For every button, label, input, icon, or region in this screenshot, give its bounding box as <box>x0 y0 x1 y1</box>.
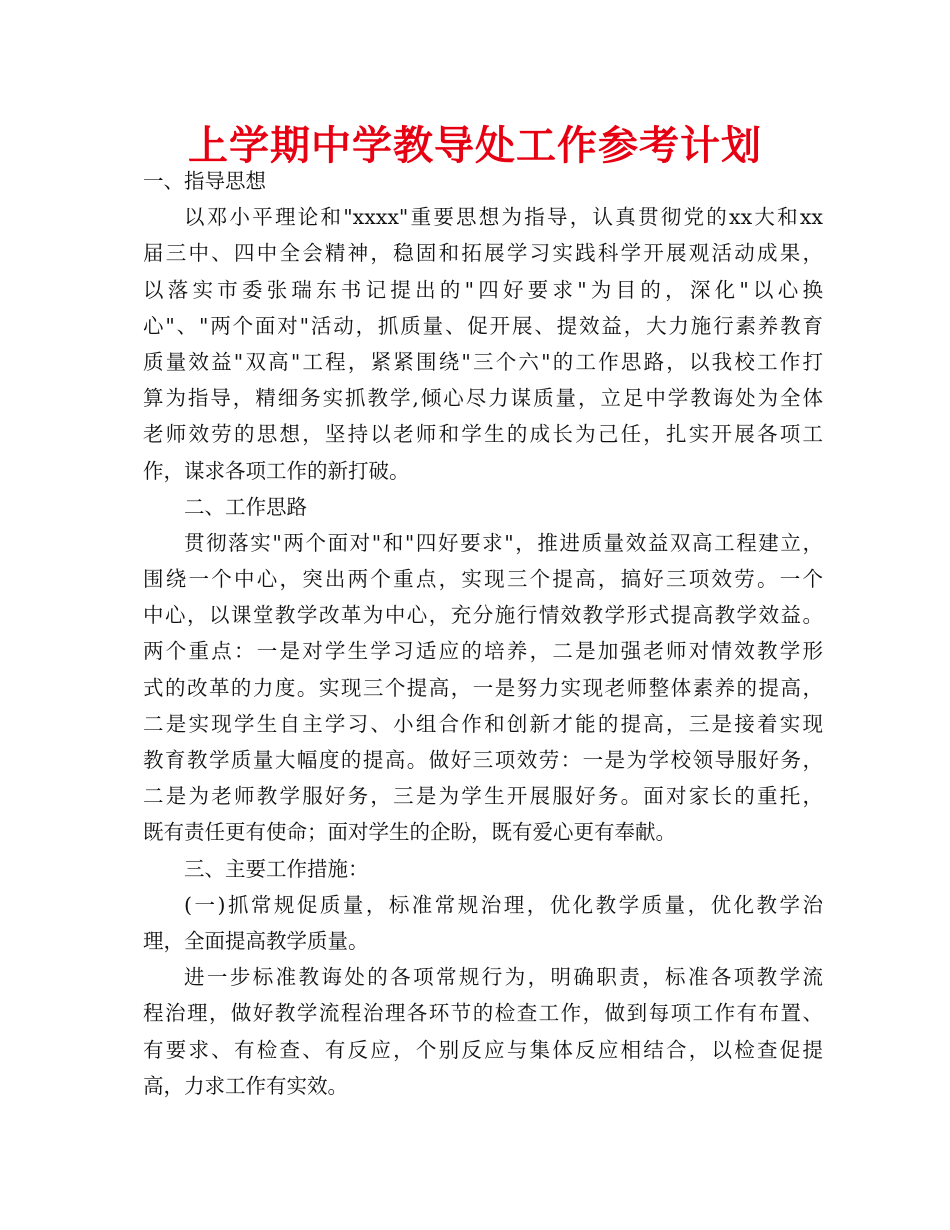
text-line: 质量效益"双高"工程，紧紧围绕"三个六"的工作思路，以我校工作打 <box>143 349 823 374</box>
text-line: 以落实市委张瑞东书记提出的"四好要求"为目的，深化"以心换 <box>143 277 823 302</box>
document-body <box>143 163 823 1104</box>
text-line: 算为指导，精细务实抓教学,倾心尽力谋质量，立足中学教诲处为全体 <box>143 386 823 411</box>
text-line: 二是为老师教学服好务，三是为学生开展服好务。面对家长的重托， <box>143 784 823 809</box>
text-line: 届三中、四中全会精神，稳固和拓展学习实践科学开展观活动成果， <box>143 241 823 266</box>
text-line: 围绕一个中心，突出两个重点，实现三个提高，搞好三项效劳。一个 <box>143 567 823 592</box>
text-line: 贯彻落实"两个面对"和"四好要求"，推进质量效益双高工程建立， <box>184 530 823 555</box>
text-line: 一、指导思想 <box>143 169 266 193</box>
text-line: 既有责任更有使命；面对学生的企盼，既有爱心更有奉献。 <box>143 820 676 845</box>
text-line: 以邓小平理论和"xxxx"重要思想为指导，认真贯彻党的xx大和xx <box>184 205 823 230</box>
text-line: 中心，以课堂教学改革为中心，充分施行情效教学形式提高教学效益。 <box>143 603 823 628</box>
text-line: 有要求、有检查、有反应，个别反应与集体反应相结合，以检查促提 <box>143 1037 823 1062</box>
document-title: 上学期中学教导处工作参考计划 <box>188 123 762 169</box>
text-line: 式的改革的力度。实现三个提高，一是努力实现老师整体素养的提高， <box>143 675 823 700</box>
text-line: 高，力求工作有实效。 <box>143 1073 348 1098</box>
text-line: 二、工作思路 <box>184 494 307 519</box>
text-line: 作，谋求各项工作的新打破。 <box>143 458 410 483</box>
text-line: (一)抓常规促质量，标准常规治理，优化教学质量，优化教学治 <box>184 892 823 917</box>
text-line: 两个重点：一是对学生学习适应的培养，二是加强老师对情效教学形 <box>143 639 823 664</box>
text-line: 教育教学质量大幅度的提高。做好三项效劳：一是为学校领导服好务， <box>143 748 823 772</box>
text-line: 老师效劳的思想，坚持以老师和学生的成长为己任，扎实开展各项工 <box>143 422 823 447</box>
text-line: 心"、"两个面对"活动，抓质量、促开展、提效益，大力施行素养教育 <box>143 313 823 338</box>
text-line: 程治理，做好教学流程治理各环节的检查工作，做到每项工作有布置、 <box>143 1001 823 1026</box>
text-line: 理，全面提高教学质量。 <box>143 928 369 953</box>
text-line: 进一步标准教诲处的各项常规行为，明确职责，标准各项教学流 <box>184 965 823 990</box>
text-line: 二是实现学生自主学习、小组合作和创新才能的提高，三是接着实现 <box>143 711 823 736</box>
text-line: 三、主要工作措施： <box>184 856 369 881</box>
